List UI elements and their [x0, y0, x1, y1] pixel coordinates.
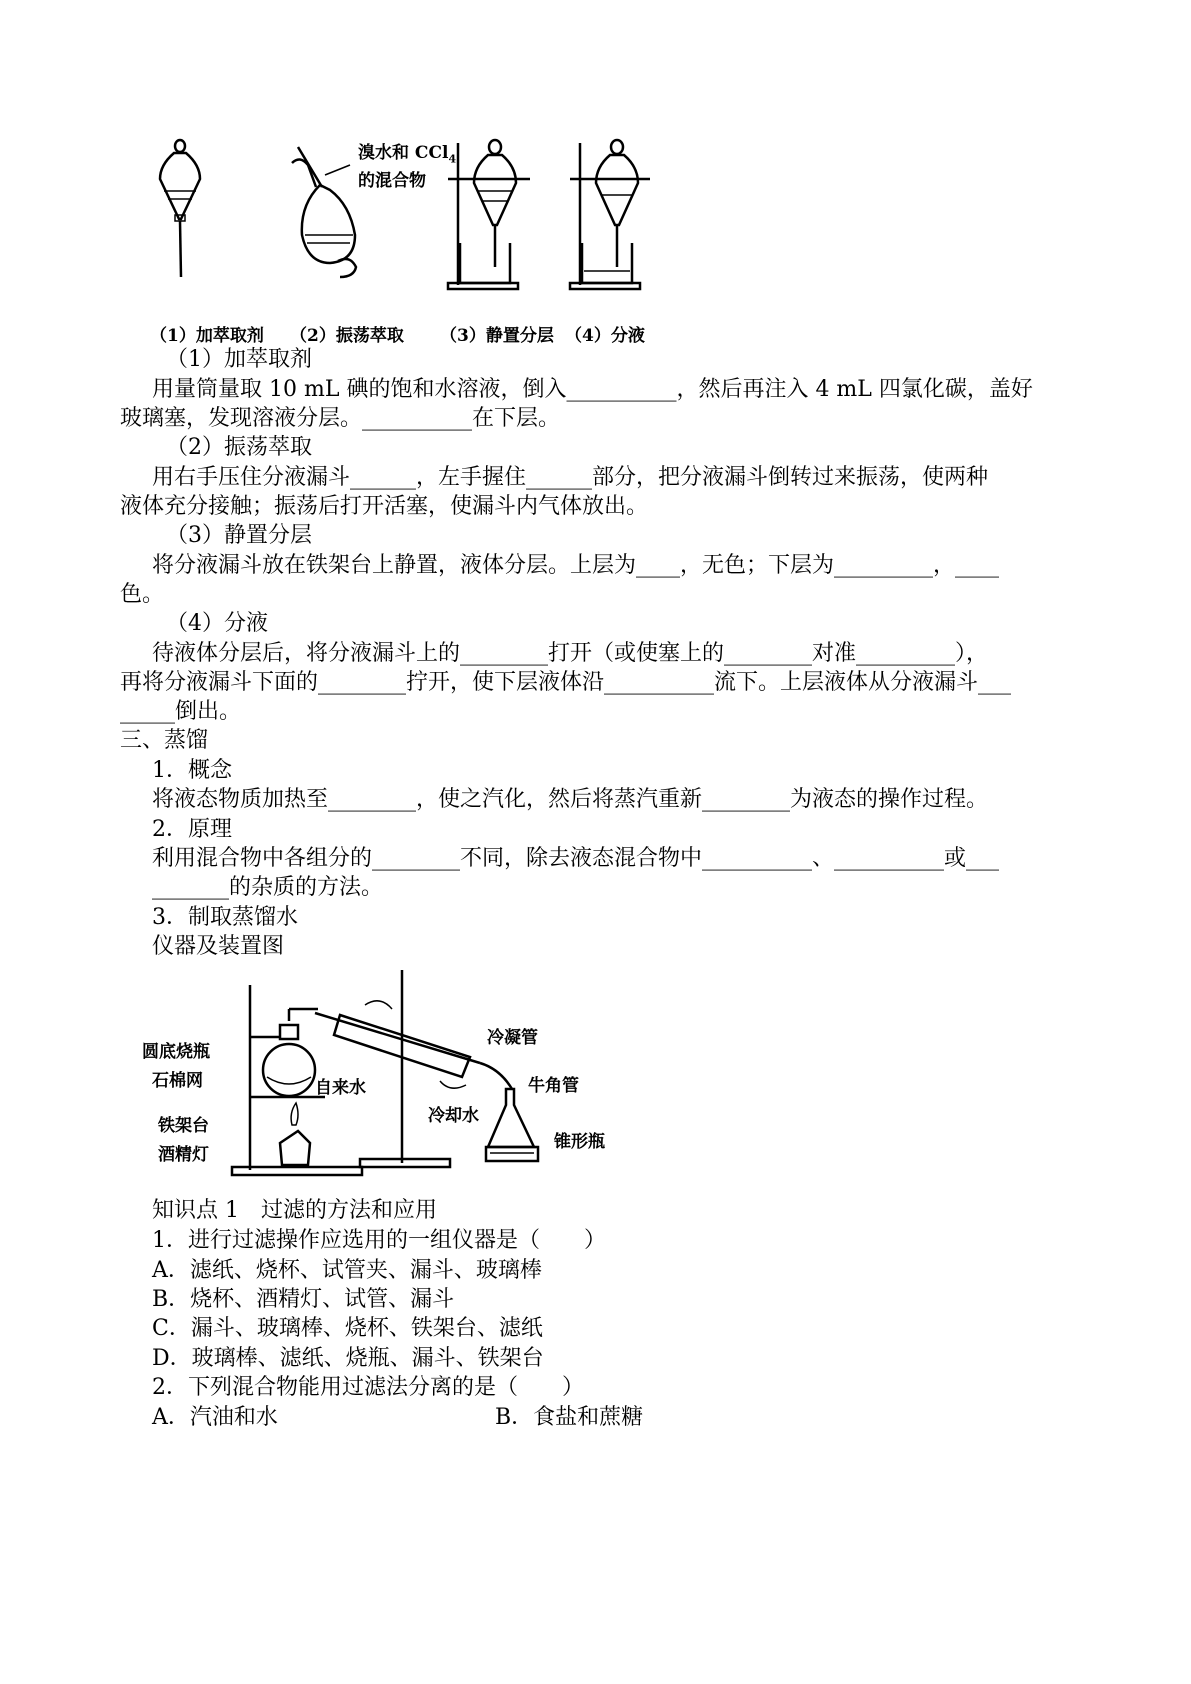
q1-option-a: A．滤纸、烧杯、试管夹、漏斗、玻璃棒	[152, 1258, 542, 1283]
label-condenser: 冷凝管	[487, 1028, 538, 1048]
funnel-on-stand-standing	[448, 140, 530, 289]
caption-stand-layer: （3）静置分层	[440, 326, 554, 346]
label-conical-flask: 锥形瓶	[554, 1132, 605, 1152]
step4-title: （4）分液	[166, 611, 268, 636]
step3-title: （3）静置分层	[166, 523, 312, 548]
step3-line1: 将分液漏斗放在铁架台上静置，液体分层。上层为____，无色；下层为_________，____	[152, 553, 1000, 578]
conical-flask	[486, 1089, 538, 1161]
label-cooling-water: 冷却水	[428, 1106, 479, 1126]
step4-line1: 待液体分层后，将分液漏斗上的________打开（或使塞上的________对准_________），	[152, 641, 989, 666]
step1-title: （1）加萃取剂	[166, 347, 312, 372]
prep-water-title: 3．制取蒸馏水	[152, 905, 298, 930]
q1-option-c: C．漏斗、玻璃棒、烧杯、铁架台、滤纸	[152, 1316, 543, 1341]
adapter-tube	[480, 1063, 512, 1089]
apparatus-title: 仪器及装置图	[152, 934, 285, 959]
alcohol-lamp	[280, 1103, 310, 1165]
funnel-on-stand-separating	[570, 140, 650, 289]
label-adapter: 牛角管	[528, 1076, 579, 1096]
label-alcohol-lamp: 酒精灯	[158, 1145, 209, 1165]
step4-line3: _____倒出。	[120, 699, 242, 724]
caption-separate-liquid: （4）分液	[565, 326, 645, 346]
round-bottom-flask	[263, 1009, 318, 1096]
step2-line1: 用右手压住分液漏斗______，左手握住______部分，把分液漏斗倒转过来振荡，使两种	[152, 465, 989, 490]
step4-line2: 再将分液漏斗下面的________拧开，使下层液体沿__________流下。上层液体从分液漏斗___	[120, 670, 1012, 695]
caption-shake-extract: （2）振荡萃取	[290, 326, 404, 346]
question-1: 1．进行过滤操作应选用的一组仪器是（ ）	[152, 1228, 606, 1253]
step2-line2: 液体充分接触；振荡后打开活塞，使漏斗内气体放出。	[120, 494, 649, 519]
concept-title: 1．概念	[152, 758, 232, 783]
caption-add-extractant: （1）加萃取剂	[150, 326, 264, 346]
q1-option-b: B．烧杯、酒精灯、试管、漏斗	[152, 1287, 455, 1312]
distillation-apparatus-figure	[140, 965, 660, 1185]
concept-line1: 将液态物质加热至________，使之汽化，然后将蒸汽重新________为液态的操作过程。	[152, 787, 989, 812]
q1-option-d: D．玻璃棒、滤纸、烧瓶、漏斗、铁架台	[152, 1346, 544, 1371]
principle-title: 2．原理	[152, 817, 232, 842]
q2-option-b: B．食盐和蔗糖	[495, 1405, 644, 1430]
mixture-label: 溴水和 CCl$_4$ 的混合物	[358, 143, 457, 192]
knowledge-title: 知识点 1 过滤的方法和应用	[152, 1198, 437, 1223]
step3-line2: 色。	[120, 582, 165, 607]
principle-line2: _______的杂质的方法。	[152, 875, 384, 900]
label-iron-stand: 铁架台	[158, 1116, 209, 1136]
step2-title: （2）振荡萃取	[166, 435, 312, 460]
principle-line1: 利用混合物中各组分的________不同，除去液态混合物中__________、__________或___	[152, 846, 1000, 871]
label-round-flask: 圆底烧瓶	[142, 1042, 210, 1062]
label-asbestos-gauze: 石棉网	[152, 1071, 203, 1091]
section-distillation-title: 三、蒸馏	[120, 728, 209, 753]
shaking-funnel-hand	[292, 147, 356, 277]
q2-option-a: A．汽油和水	[152, 1405, 278, 1430]
step1-line2: 玻璃塞，发现溶液分层。__________在下层。	[120, 406, 561, 431]
label-tap-water: 自来水	[315, 1078, 366, 1098]
step1-line1: 用量筒量取 10 mL 碘的饱和水溶液，倒入__________，然后再注入 4 mL 四氯化碳，盖好	[152, 377, 1033, 402]
question-2: 2．下列混合物能用过滤法分离的是（ ）	[152, 1375, 584, 1400]
funnel-with-solvent	[160, 140, 200, 277]
